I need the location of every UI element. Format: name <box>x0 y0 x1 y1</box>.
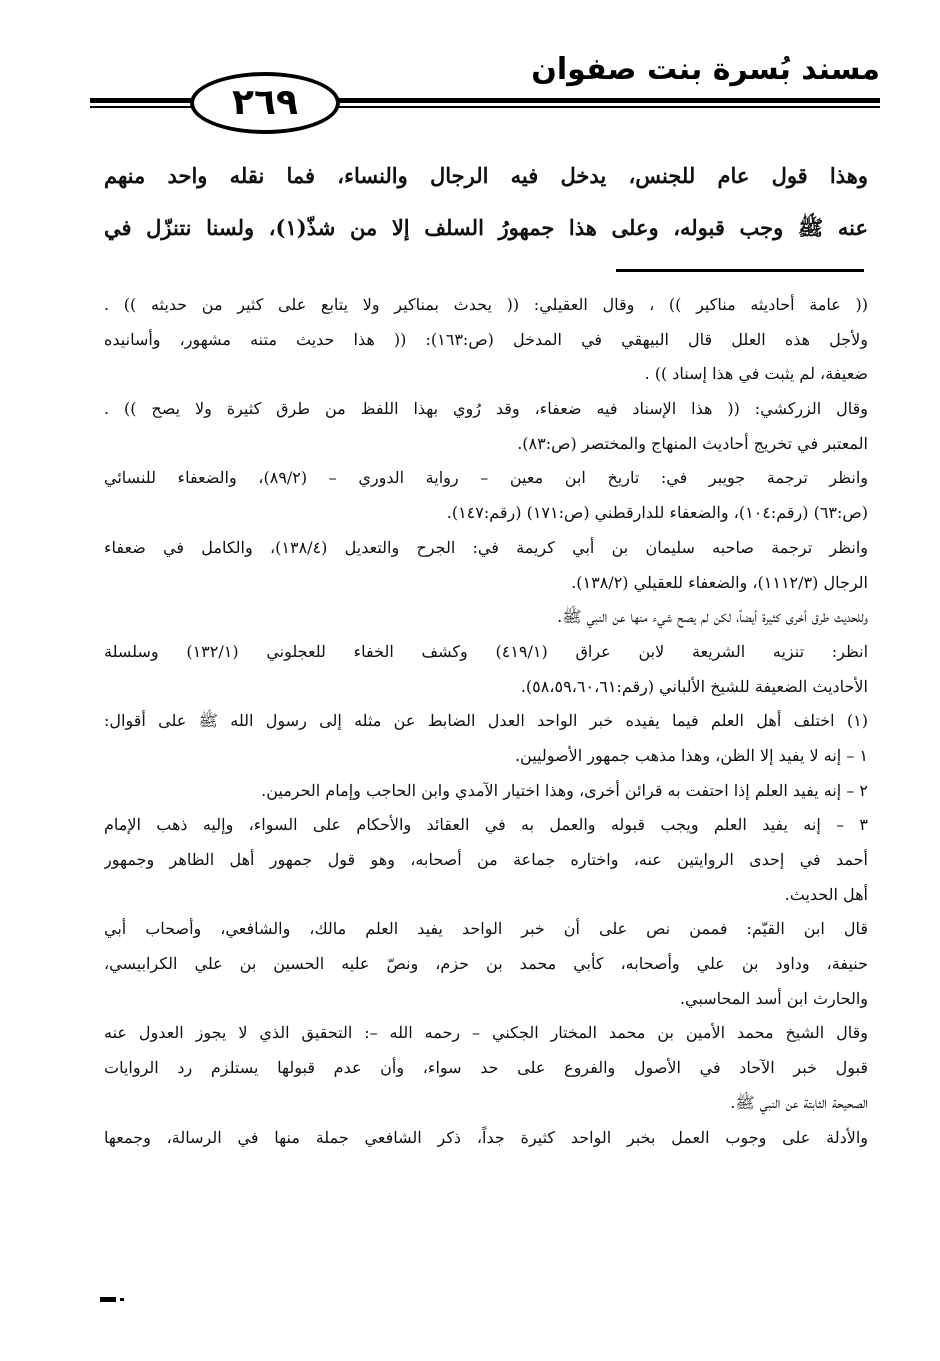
footnote-line: والحارث ابن أسد المحاسبي. <box>679 988 868 1008</box>
footnote-line: (( عامة أحاديثه مناكير )) ، وقال العقيلي: (( يحدث بمناكير ولا يتابع على كثير من حديثه )) . <box>104 295 868 314</box>
main-line: عنه ﷺ وجب قبوله، وعلى هذا جمهورُ السلف إلا من شذّ(١)، ولسنا نتنزّل في <box>104 215 868 240</box>
footnote-line: وللحديث طرق أخرى كثيرة أيضاً، لكن لم يصح شيء منها عن النبي ﷺ. <box>557 607 868 627</box>
footnote-line: المعتبر في تخريج أحاديث المنهاج والمختصر (ص:٨٣). <box>517 433 868 453</box>
footnote-line: قبول خبر الآحاد في الأصول والفروع على حد سواء، وأن عدم قبولها يستلزم رد الروايات <box>104 1058 868 1078</box>
page-header <box>90 44 880 134</box>
footnote-separator <box>616 269 864 272</box>
footnote-line: الصحيحة الثابتة عن النبي ﷺ. <box>730 1092 868 1112</box>
footnote-line: وقال الزركشي: (( هذا الإسناد فيه ضعفاء، وقد رُوي بهذا اللفظ من طرق كثيرة ولا يصح )) . <box>104 399 868 419</box>
footnote-line: (١) اختلف أهل العلم فيما يفيده خبر الواحد العدل الضابط عن مثله إلى رسول الله ﷺ على أقوال: <box>104 711 868 731</box>
footnote-line: ولأجل هذه العلل قال البيهقي في المدخل (ص:١٦٣): (( هذا حديث متنه مشهور، وأسانيده <box>104 329 868 349</box>
footnote-line: حنيفة، وداود بن علي وأصحابه، كأبي محمد بن حزم، ونصّ عليه الحسين بن علي الكرابيسي، <box>104 954 868 974</box>
footnote-line: الرجال (١١١٢/٣)، والضعفاء للعقيلي (١٣٨/٢). <box>571 572 868 592</box>
footnote-line: والأدلة على وجوب العمل بخبر الواحد كثيرة جداً، ذكر الشافعي جملة منها في الرسالة، وجمعها <box>104 1127 868 1147</box>
footnote-line: وانظر ترجمة جويبر في: تاريخ ابن معين – رواية الدوري – (٨٩/٢)، والضعفاء للنسائي <box>104 468 868 488</box>
footnote-line: وقال الشيخ محمد الأمين بن محمد المختار الجكني – رحمه الله –: التحقيق الذي لا يجوز العدول عنه <box>104 1023 868 1043</box>
footnotes <box>104 288 868 1155</box>
footnote-line: ٢ – إنه يفيد العلم إذا احتفت به قرائن أخرى، وهذا اختيار الآمدي وابن الحاجب وإمام الحرمين. <box>261 780 868 800</box>
page-number-oval <box>190 72 340 134</box>
footnote-line: أحمد في إحدى الروايتين عنه، واختاره جماعة من أصحابه، وهو قول جمهور أهل الظاهر وجمهور <box>104 850 868 869</box>
footnote-line: ١ – إنه لا يفيد إلا الظن، وهذا مذهب جمهور الأصوليين. <box>514 745 868 765</box>
page-number: ٢٦٩ <box>232 82 298 123</box>
footnote-line: الأحاديث الضعيفة للشيخ الألباني (رقم:٥٨،٥٩،٦٠،٦١). <box>520 676 868 696</box>
main-line: وهذا قول عام للجنس، يدخل فيه الرجال والنساء، فما نقله واحد منهم <box>104 163 868 188</box>
page-end-mark <box>100 1297 116 1302</box>
footnote-line: (ص:٦٣) (رقم:١٠٤)، والضعفاء للدارقطني (ص:١٧١) (رقم:١٤٧). <box>446 503 868 523</box>
footnote-line: قال ابن القيّم: فممن نص على أن خبر الواحد يفيد العلم مالك، والشافعي، وأصحاب أبي <box>104 919 868 939</box>
running-title: مسند بُسرة بنت صفوان <box>531 52 880 87</box>
footnote-line: أهل الحديث. <box>784 884 868 904</box>
footnote-line: ٣ – إنه يفيد العلم ويجب قبوله والعمل به في العقائد والأحكام على السواء، وإليه ذهب الإمام <box>104 815 868 835</box>
footnote-line: ضعيفة، لم يثبت في هذا إسناد )) . <box>644 364 868 384</box>
footnote-line: وانظر ترجمة صاحبه سليمان بن أبي كريمة في: الجرح والتعديل (١٣٨/٤)، والكامل في ضعفاء <box>104 537 868 557</box>
footnote-line: انظر: تنزيه الشريعة لابن عراق (٤١٩/١) وكشف الخفاء للعجلوني (١٣٢/١) وسلسلة <box>104 641 868 661</box>
main-text <box>104 150 868 254</box>
